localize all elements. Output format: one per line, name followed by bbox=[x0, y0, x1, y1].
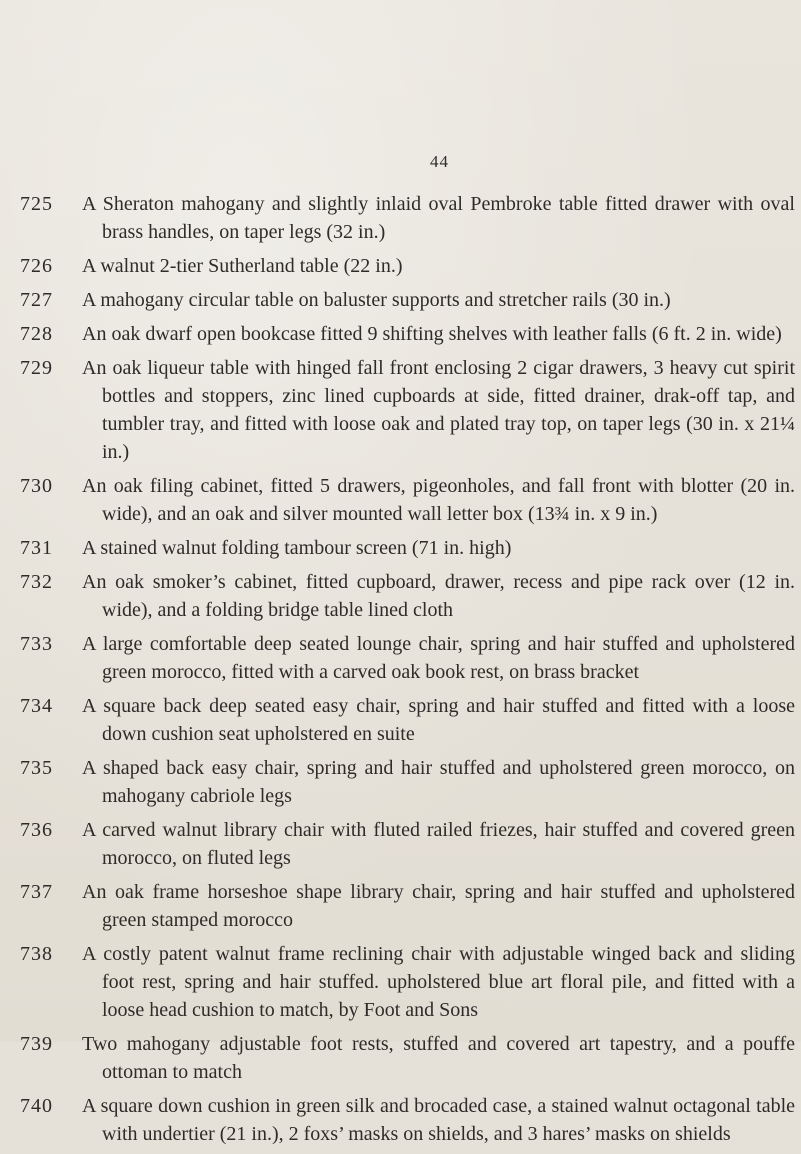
lot-description: Two mahogany adjustable foot rests, stuffed and covered art tapestry, and a pouffe ottoman to match bbox=[82, 1033, 795, 1083]
lot-description: A costly patent walnut frame reclining chair with adjustable winged back and sliding foot rest, spring and hair stuffed. upholstered blue art floral pile, and fitted with a loose head cushion to match, by Foot and Sons bbox=[82, 943, 795, 1021]
lot-entry bbox=[20, 568, 795, 624]
page-number: 44 bbox=[430, 152, 449, 171]
lot-description: An oak dwarf open bookcase fitted 9 shifting shelves with leather falls (6 ft. 2 in. wide) bbox=[82, 323, 782, 345]
lot-number: 735 bbox=[20, 757, 53, 779]
lot-number: 737 bbox=[20, 881, 53, 903]
lot-entry bbox=[20, 190, 795, 246]
lot-description: A mahogany circular table on baluster supports and stretcher rails (30 in.) bbox=[82, 289, 671, 311]
lot-number: 740 bbox=[20, 1095, 53, 1117]
lot-number: 739 bbox=[20, 1033, 53, 1055]
lot-description: A shaped back easy chair, spring and hair stuffed and upholstered green morocco, on mahogany cabriole legs bbox=[82, 757, 795, 807]
lot-entry bbox=[20, 354, 795, 466]
lot-description: An oak liqueur table with hinged fall front enclosing 2 cigar drawers, 3 heavy cut spirit bottles and stoppers, zinc lined cupboards at side, fitted drainer, drak-off tap, and tumbler tray, and fitted with loose oak and plated tray top, on taper legs (30 in. x 21¼ in.) bbox=[82, 357, 795, 463]
lot-number: 730 bbox=[20, 475, 53, 497]
lot-entry bbox=[20, 878, 795, 934]
lot-list bbox=[20, 190, 795, 1154]
lot-description: A stained walnut folding tambour screen (71 in. high) bbox=[82, 537, 512, 559]
lot-number: 728 bbox=[20, 323, 53, 345]
lot-description: A Sheraton mahogany and slightly inlaid oval Pembroke table fitted drawer with oval brass handles, on taper legs (32 in.) bbox=[82, 193, 795, 243]
lot-entry bbox=[20, 630, 795, 686]
lot-entry bbox=[20, 816, 795, 872]
lot-entry bbox=[20, 252, 795, 280]
lot-entry bbox=[20, 320, 795, 348]
lot-entry bbox=[20, 1030, 795, 1086]
lot-number: 738 bbox=[20, 943, 53, 965]
lot-number: 734 bbox=[20, 695, 53, 717]
lot-description: A square back deep seated easy chair, spring and hair stuffed and fitted with a loose down cushion seat upholstered en suite bbox=[82, 695, 795, 745]
lot-entry bbox=[20, 940, 795, 1024]
lot-description: A carved walnut library chair with fluted railed friezes, hair stuffed and covered green morocco, on fluted legs bbox=[82, 819, 795, 869]
lot-entry bbox=[20, 1092, 795, 1148]
lot-description: An oak filing cabinet, fitted 5 drawers, pigeonholes, and fall front with blotter (20 in. wide), and an oak and silver mounted wall letter box (13¾ in. x 9 in.) bbox=[82, 475, 795, 525]
lot-number: 729 bbox=[20, 357, 53, 379]
lot-number: 725 bbox=[20, 193, 53, 215]
lot-entry bbox=[20, 472, 795, 528]
lot-description: A walnut 2-tier Sutherland table (22 in.) bbox=[82, 255, 403, 277]
lot-description: A square down cushion in green silk and brocaded case, a stained walnut octagonal table with undertier (21 in.), 2 foxs’ masks on shields, and 3 hares’ masks on shields bbox=[82, 1095, 795, 1145]
lot-description: An oak smoker’s cabinet, fitted cupboard, drawer, recess and pipe rack over (12 in. wide), and a folding bridge table lined cloth bbox=[82, 571, 795, 621]
lot-number: 731 bbox=[20, 537, 53, 559]
lot-entry bbox=[20, 534, 795, 562]
lot-entry bbox=[20, 692, 795, 748]
lot-entry bbox=[20, 754, 795, 810]
lot-description: An oak frame horseshoe shape library chair, spring and hair stuffed and upholstered green stamped morocco bbox=[82, 881, 795, 931]
lot-description: A large comfortable deep seated lounge chair, spring and hair stuffed and upholstered green morocco, fitted with a carved oak book rest, on brass bracket bbox=[82, 633, 795, 683]
lot-number: 736 bbox=[20, 819, 53, 841]
lot-entry bbox=[20, 286, 795, 314]
lot-number: 727 bbox=[20, 289, 53, 311]
lot-number: 732 bbox=[20, 571, 53, 593]
lot-number: 726 bbox=[20, 255, 53, 277]
lot-number: 733 bbox=[20, 633, 53, 655]
